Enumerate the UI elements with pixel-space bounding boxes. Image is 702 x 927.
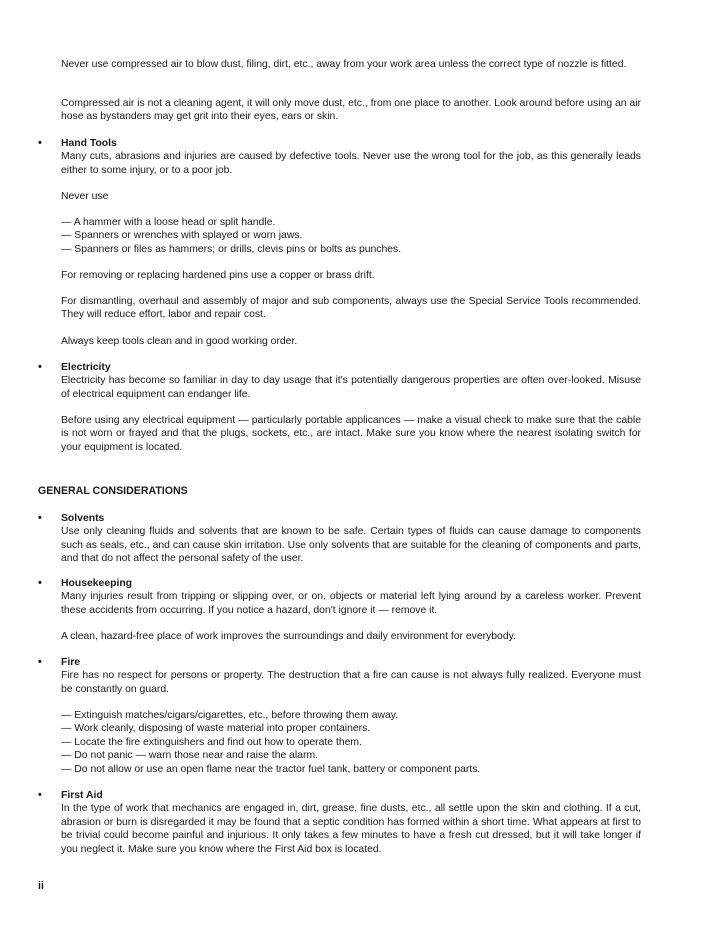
- bullet-hand-tools: •: [38, 137, 42, 149]
- solvents-paragraph: Use only cleaning fluids and solvents that are known to be safe. Certain types of fluids can cause damage to components such as seals, etc., and can cause skin irritation. Use only solvents that are suitable for the cleaning of components and parts, and that do not affect the personal safety of the user.: [61, 526, 641, 565]
- electricity-heading: Electricity: [61, 362, 111, 373]
- hand-tools-heading: Hand Tools: [61, 138, 117, 149]
- first-aid-paragraph: In the type of work that mechanics are engaged in, dirt, grease, fine dusts, etc., all settle upon the skin and clothing. If a cut, abrasion or burn is disregarded it may be found that a septic condition has formed within a short time. What appears at first to be trivial could become painful and injurious. It only takes a few minutes to have a fresh cut dressed, but it will take longer if you neglect it. Make sure you know where the First Aid box is located.: [61, 803, 641, 855]
- hand-tools-paragraph-1: Many cuts, abrasions and injuries are caused by defective tools. Never use the wrong tool for the job, as this generally leads either to some injury, or to a poor job.: [61, 151, 641, 176]
- list-item: — Do not panic — warn those near and raise the alarm.: [61, 750, 319, 762]
- list-item: — Do not allow or use an open flame near the tractor fuel tank, battery or component parts.: [61, 763, 481, 775]
- list-item: — Work cleanly, disposing of waste material into proper containers.: [61, 723, 371, 735]
- hand-tools-paragraph-2: For removing or replacing hardened pins use a copper or brass drift.: [61, 270, 375, 281]
- housekeeping-section: [61, 577, 641, 617]
- bullet-first-aid: •: [38, 789, 42, 801]
- housekeeping-paragraph-1: Many injuries result from tripping or slipping over, or on, objects or material left lying around by a careless worker. Prevent these accidents from occurring. If you notice a hazard, don't ignore it — remove it.: [61, 591, 641, 616]
- list-item: — Extinguish matches/cigars/cigarettes, etc., before throwing them away.: [61, 710, 399, 721]
- list-item: — Spanners or wrenches with splayed or worn jaws.: [61, 230, 303, 242]
- bullet-fire: •: [38, 656, 42, 668]
- list-item: — A hammer with a loose head or split handle.: [61, 217, 276, 228]
- fire-list: [61, 709, 641, 776]
- first-aid-section: [61, 789, 641, 856]
- fire-section: [61, 656, 641, 696]
- bullet-solvents: •: [38, 512, 42, 524]
- never-use-label: Never use: [61, 191, 109, 202]
- intro-paragraph-2: Compressed air is not a cleaning agent, it will only move dust, etc., from one place to another. Look around before using an air hose as bystanders may get grit into their eyes, ears or skin.: [61, 98, 641, 123]
- solvents-section: [61, 512, 641, 566]
- electricity-paragraph-1: Electricity has become so familiar in day to day usage that it's potentially dangerous properties are often over-looked. Misuse of electrical equipment can endanger life.: [61, 375, 641, 400]
- electricity-paragraph-2: Before using any electrical equipment — particularly portable applicances — make a visual check to make sure that the cable is not worn or frayed and that the plugs, sockets, etc., are intact. Make sure you know where the nearest isolating switch for your equipment is located.: [61, 415, 641, 453]
- bullet-housekeeping: •: [38, 577, 42, 589]
- housekeeping-paragraph-2: A clean, hazard-free place of work improves the surroundings and daily environment for everybody.: [61, 631, 516, 642]
- fire-heading: Fire: [61, 657, 81, 668]
- intro-paragraph-1: Never use compressed air to blow dust, filing, dirt, etc., away from your work area unless the correct type of nozzle is fitted.: [61, 59, 627, 70]
- list-item: — Locate the fire extinguishers and find out how to operate them.: [61, 736, 362, 748]
- section-title-general-considerations: GENERAL CONSIDERATIONS: [38, 485, 188, 497]
- never-use-list: [61, 216, 641, 256]
- housekeeping-heading: Housekeeping: [61, 578, 133, 589]
- hand-tools-paragraph-3: For dismantling, overhaul and assembly of major and sub components, always use the Special Service Tools recommended. They will reduce effort, labor and repair cost.: [61, 296, 641, 321]
- hand-tools-section: [61, 137, 641, 177]
- electricity-section: [61, 361, 641, 401]
- hand-tools-paragraph-4: Always keep tools clean and in good working order.: [61, 336, 298, 347]
- first-aid-heading: First Aid: [61, 790, 103, 801]
- bullet-electricity: •: [38, 361, 42, 373]
- list-item: — Spanners or files as hammers; or drills, clevis pins or bolts as punches.: [61, 243, 402, 255]
- solvents-heading: Solvents: [61, 513, 105, 524]
- fire-paragraph: Fire has no respect for persons or property. The destruction that a fire can cause is not always fully realized. Everyone must be constantly on guard.: [61, 670, 641, 695]
- page-number: ii: [38, 880, 44, 892]
